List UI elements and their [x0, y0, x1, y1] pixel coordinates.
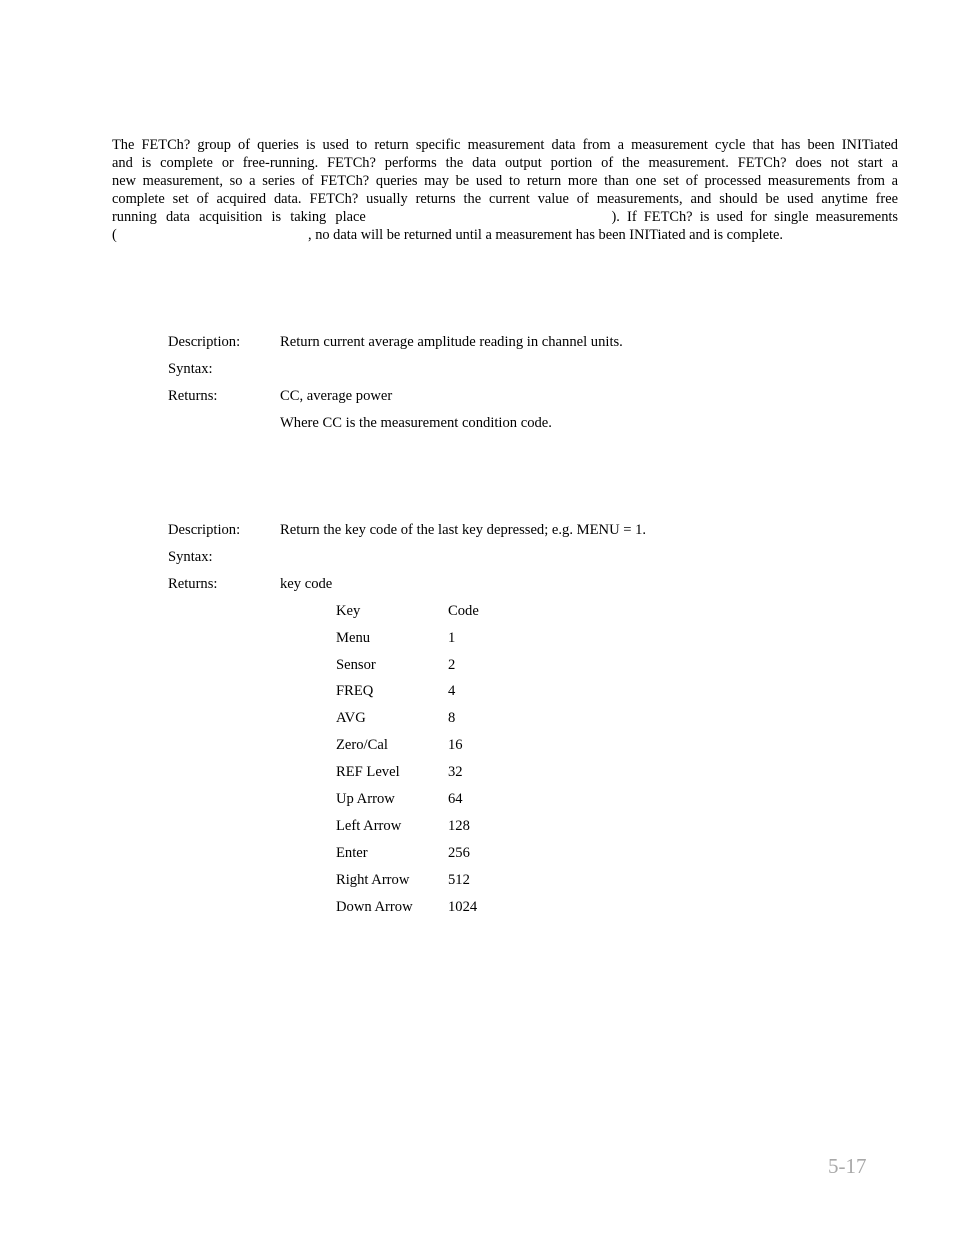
table-row-key: Sensor	[336, 657, 376, 673]
returns-label: Returns:	[168, 576, 218, 592]
intro-line-5	[112, 208, 898, 226]
syntax-label: Syntax:	[168, 549, 213, 565]
returns-label: Returns:	[168, 388, 218, 404]
table-header-code: Code	[448, 603, 479, 619]
returns-note: Where CC is the measurement condition code.	[280, 415, 552, 431]
returns-text: CC, average power	[280, 388, 393, 404]
table-row-code: 4	[448, 683, 456, 699]
intro-line-6-end: , no data will be returned until a measurement has been INITiated and is complete.	[308, 227, 784, 243]
table-row-code: 16	[448, 737, 463, 753]
table-row-code: 128	[448, 818, 470, 834]
intro-line-6	[112, 226, 898, 244]
table-row-key: Enter	[336, 845, 368, 861]
description-text: Return the key code of the last key depressed; e.g. MENU = 1.	[280, 522, 647, 538]
table-row-code: 256	[448, 845, 470, 861]
table-row-key: Right Arrow	[336, 872, 410, 888]
table-row-key: AVG	[336, 710, 366, 726]
intro-paragraph	[112, 136, 898, 244]
intro-line-5-start: running data acquisition is taking place	[112, 209, 366, 225]
intro-line-1: The FETCh? group of queries is used to return specific measurement data from a measurement cycle that has been INITiated	[112, 137, 898, 153]
description-label: Description:	[168, 522, 241, 538]
description-text: Return current average amplitude reading in channel units.	[280, 334, 623, 350]
table-header-key: Key	[336, 603, 361, 619]
returns-text: key code	[280, 576, 333, 592]
page-number: 5-17	[828, 1154, 867, 1178]
intro-line-2: and is complete or free-running. FETCh? performs the data output portion of the measurement. FETCh? does not start a	[112, 155, 898, 171]
intro-line-3: new measurement, so a series of FETCh? queries may be used to return more than one set of processed measurements from a	[112, 173, 898, 189]
intro-line-5-end: ). If FETCh? is used for single measurements	[611, 209, 898, 225]
table-row-code: 1	[448, 630, 456, 646]
table-row-code: 32	[448, 764, 463, 780]
table-row-key: Zero/Cal	[336, 737, 388, 753]
table-row-code: 2	[448, 657, 456, 673]
table-row-code: 512	[448, 872, 470, 888]
syntax-label: Syntax:	[168, 361, 213, 377]
table-row-key: FREQ	[336, 683, 374, 699]
intro-line-6-start: (	[112, 227, 117, 243]
table-row-key: Down Arrow	[336, 899, 413, 915]
table-row-code: 1024	[448, 899, 478, 915]
table-row-code: 8	[448, 710, 456, 726]
table-row-code: 64	[448, 791, 463, 807]
table-row-key: REF Level	[336, 764, 400, 780]
intro-line-4: complete set of acquired data. FETCh? usually returns the current value of measurements, and should be used anytime free	[112, 191, 898, 207]
description-label: Description:	[168, 334, 241, 350]
table-row-key: Left Arrow	[336, 818, 402, 834]
table-row-key: Menu	[336, 630, 371, 646]
table-row-key: Up Arrow	[336, 791, 395, 807]
